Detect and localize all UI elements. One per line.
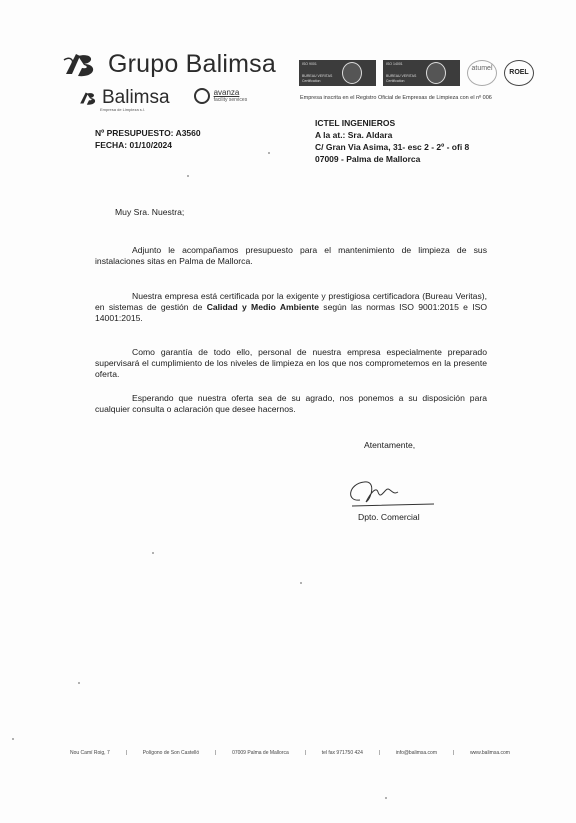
scan-speck: [268, 152, 270, 154]
paragraph-guarantee: Como garantía de todo ello, personal de nuestra empresa especialmente preparado supervisará el cumplimiento de los niveles de limpieza en los que nos comprometemos en la presente oferta.: [95, 347, 487, 380]
quote-number: Nº PRESUPUESTO: A3560: [95, 128, 201, 138]
scan-speck: [187, 175, 189, 177]
certification-text: Nuestra empresa está certificada por la exigente y prestigiosa certificadora (Bureau Veritas), en sistemas de gestión de: [95, 291, 487, 313]
cert-code: ISO 9001: [302, 62, 317, 66]
brand-header: [62, 48, 276, 80]
quote-info: [95, 127, 201, 151]
footer-website: www.balimsa.com: [469, 750, 510, 756]
cert-code: ISO 14001: [386, 62, 403, 66]
footer-address: Nou Camí Roig, 7: [70, 750, 110, 756]
iso-14001-certificate: [383, 60, 460, 86]
recipient-address: [315, 117, 469, 165]
scan-speck: [12, 738, 14, 740]
paragraph-closing: Esperando que nuestra oferta sea de su agrado, nos ponemos a su disposición para cualquier consulta o aclaración que desee hacernos.: [95, 393, 487, 415]
paragraph-certification: [95, 291, 487, 325]
scan-speck: [300, 582, 302, 584]
recipient-city: 07009 - Palma de Mallorca: [315, 154, 421, 164]
bureau-veritas-seal-icon: [426, 62, 446, 84]
cert-note: Certification: [302, 79, 321, 83]
footer-phone: tel fax 971750 424: [321, 750, 363, 756]
footer-separator: |: [304, 750, 306, 756]
footer: [70, 750, 510, 756]
certification-logos: [299, 60, 534, 86]
certification-standards: según las normas ISO 9001:2015 e ISO 14001:2015.: [95, 302, 487, 324]
scan-speck: [385, 797, 387, 799]
recipient-attention: A la at.: Sra. Aldara: [315, 130, 393, 140]
avanza-name: avanza: [213, 88, 240, 97]
sub-brand-title: Balimsa: [102, 87, 170, 108]
brand-title: Grupo Balimsa: [108, 49, 276, 78]
footer-separator: |: [378, 750, 380, 756]
atumel-logo: atumel: [467, 60, 497, 86]
avanza-check-icon: [194, 88, 210, 104]
scan-speck: [78, 682, 80, 684]
roel-logo: ROEL: [504, 60, 534, 86]
avanza-tagline: facility services: [213, 97, 248, 103]
balimsa-sub-brand: [78, 87, 170, 112]
footer-city: 07009 Palma de Mallorca: [232, 750, 289, 756]
cert-issuer: BUREAU VERITAS: [386, 74, 417, 78]
sub-brands: [78, 87, 248, 112]
cert-issuer: BUREAU VERITAS: [302, 74, 333, 78]
footer-separator: |: [125, 750, 127, 756]
closing-salutation: Atentamente,: [364, 440, 416, 450]
avanza-logo: [194, 88, 248, 104]
recipient-street: C/ Gran Via Asima, 31- esc 2 - 2º - ofi 8: [315, 142, 470, 152]
scan-speck: [152, 552, 154, 554]
cert-note: Certification: [386, 79, 405, 83]
registry-note: Empresa inscrita en el Registro Oficial de Empresas de Limpieza con el nº 006: [300, 95, 492, 101]
bureau-veritas-seal-icon: [342, 62, 362, 84]
paragraph-intro: Adjunto le acompañamos presupuesto para el mantenimiento de limpieza de sus instalaciones sitas en Palma de Mallorca.: [95, 245, 487, 267]
balimsa-logo-icon: [62, 48, 102, 80]
department: Dpto. Comercial: [358, 512, 420, 522]
sub-brand-tagline: Empresa de Limpieza s.l.: [100, 107, 145, 112]
iso-9001-certificate: [299, 60, 376, 86]
footer-email: info@balimsa.com: [395, 750, 437, 756]
footer-separator: |: [214, 750, 217, 756]
handwritten-signature-icon: [342, 472, 438, 512]
footer-separator: |: [452, 750, 455, 756]
quote-date: FECHA: 01/10/2024: [95, 140, 173, 150]
footer-industrial-park: Polígono de Son Castelló: [142, 750, 200, 756]
recipient-company: ICTEL INGENIEROS: [315, 118, 396, 128]
certification-bold: Calidad y Medio Ambiente: [206, 302, 319, 313]
balimsa-small-logo-icon: [78, 89, 100, 107]
salutation: Muy Sra. Nuestra;: [115, 207, 185, 217]
